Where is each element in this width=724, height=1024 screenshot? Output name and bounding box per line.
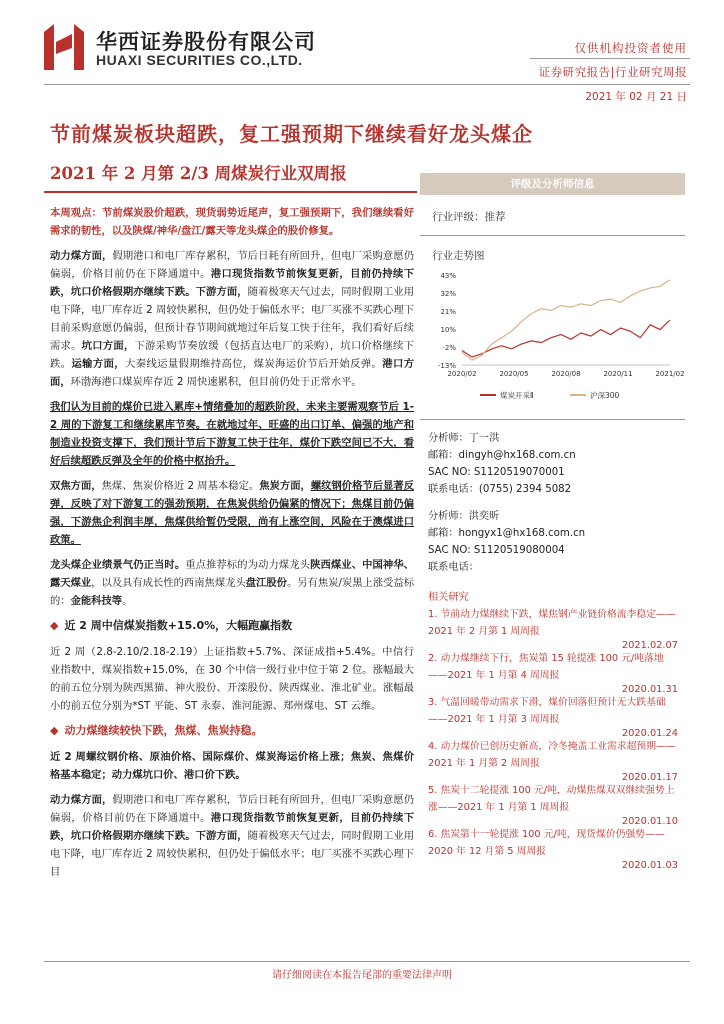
paragraph-outlook: 我们认为目前的煤价已进入累库+情绪叠加的超跌阶段，未来主要需观察节后 1-2 周的下游复工和继续累库节奏。在就地过年、旺盛的出口订单、偏强的地产和制造业投资支撑下，我们预计节后下游复工快于往年，煤价下跌空间已不大，看好后续超跌反弹及全年的价格中枢抬升。 bbox=[50, 401, 415, 467]
main-body bbox=[50, 204, 414, 888]
y-tick-label: 21% bbox=[440, 308, 456, 316]
related-research-list bbox=[428, 607, 678, 871]
company-name-en: HUAXI SECURITIES CO.,LTD. bbox=[96, 52, 303, 68]
section-heading-price: ◆ 动力煤继续较快下跌，焦煤、焦炭持稳。 bbox=[50, 724, 263, 737]
sidebar bbox=[420, 173, 685, 871]
report-date: 2021 年 02 月 21 日 bbox=[585, 91, 687, 103]
legend-label: 煤炭开采Ⅱ bbox=[500, 391, 534, 400]
y-tick-label: -13% bbox=[437, 362, 456, 370]
related-item-date: 2020.01.24 bbox=[621, 728, 678, 739]
footer-divider bbox=[44, 961, 690, 962]
report-subtitle: 2021 年 2 月第 2/3 周煤炭行业双周报 bbox=[50, 164, 347, 183]
x-tick-label: 2020/11 bbox=[603, 370, 633, 378]
related-item-date: 2020.01.03 bbox=[621, 860, 678, 871]
related-item[interactable]: 3. 气温回暖带动需求下滑，煤价回落但预计无大跌基础——2021 年 1 月第 3 周周报 bbox=[428, 697, 666, 725]
report-title: 节前煤炭板块超跌，复工强预期下继续看好龙头煤企 bbox=[50, 122, 533, 146]
related-item[interactable]: 2. 动力煤继续下行，焦炭第 15 轮提涨 100 元/吨落地——2021 年 1 月第 4 周周报 bbox=[428, 653, 664, 681]
subtitle-underline bbox=[44, 191, 417, 193]
divider bbox=[420, 419, 685, 420]
divider bbox=[420, 235, 685, 236]
related-item[interactable]: 1. 节前动力煤继续下跌，煤焦钢产业链价格流李稳定——2021 年 2 月第 1 周周报 bbox=[428, 609, 676, 637]
analyst-2: 分析师：洪奕昕 邮箱：hongyx1@hx168.com.cn SAC NO: S1120519080004 联系电话： bbox=[428, 511, 586, 573]
legal-notice: 请仔细阅读在本报告尾部的重要法律声明 bbox=[272, 970, 452, 981]
paragraph-coking: 双焦方面，焦煤、焦炭价格近 2 周基本稳定。焦炭方面，螺纹钢价格节后显著反弹，反映了对下游复工的强劲预期，在焦炭供给仍偏紧的情况下；焦煤目前仍偏强，下游焦企利润丰厚，焦煤供给暂仍受限，尚有上涨空间，风险在于澳煤进口政策。 bbox=[50, 480, 415, 546]
trend-title: 行业走势图 bbox=[432, 250, 485, 262]
related-research-title: 相关研究 bbox=[428, 592, 469, 603]
related-item[interactable]: 5. 焦炭十二轮提涨 100 元/吨，动煤焦煤双双继续强势上涨——2021 年 1 月第 1 周周报 bbox=[428, 785, 675, 813]
paragraph-price-summary: 近 2 周螺纹钢价格、原油价格、国际煤价、煤炭海运价格上涨；焦炭、焦煤价格基本稳定；动力煤坑口价、港口价下跌。 bbox=[50, 751, 414, 781]
y-tick-label: 10% bbox=[440, 326, 456, 334]
related-item-date: 2020.01.31 bbox=[621, 684, 678, 695]
paragraph-index: 近 2 周（2.8-2.10/2.18-2.19）上证指数+5.7%、深证成指+5.4%。中信行业指数中，煤炭指数+15.0%，在 30 个中信一级行业中位于第 2 位。涨幅最大的前五位分别为陕西黑猫、神火股份、开滦股份、陕西煤业、淮北矿业。涨幅最小的前五位分别为*ST 平能、ST 永泰、淮河能源、郑州煤电、ST 云维。 bbox=[50, 646, 414, 712]
x-tick-label: 2020/08 bbox=[551, 370, 581, 378]
x-tick-label: 2021/02 bbox=[655, 370, 685, 378]
audience-note: 仅供机构投资者使用 bbox=[574, 41, 687, 55]
header-divider-short bbox=[530, 58, 690, 59]
y-tick-label: 32% bbox=[440, 290, 456, 298]
related-item-date: 2021.02.07 bbox=[621, 640, 678, 651]
sidebar-header: 评级及分析师信息 bbox=[420, 173, 685, 195]
rating: 行业评级：推荐 bbox=[432, 211, 506, 223]
paragraph-viewpoint: 本周观点：节前煤炭股价超跌，现货弱势近尾声，复工强预期下，我们继续看好需求的韧性，以及陕煤/神华/盘江/露天等龙头煤企的股价修复。 bbox=[50, 207, 414, 237]
x-tick-label: 2020/05 bbox=[499, 370, 529, 378]
trend-chart bbox=[420, 265, 685, 415]
huaxi-logo bbox=[44, 24, 84, 70]
report-type: 证券研究报告|行业研究周报 bbox=[538, 65, 687, 79]
related-item[interactable]: 4. 动力煤价已创历史新高，冷冬掩盖工业需求超预期——2021 年 1 月第 2 周周报 bbox=[428, 741, 676, 769]
y-tick-label: 43% bbox=[440, 272, 456, 280]
paragraph-thermal-coal: 动力煤方面，假期港口和电厂库存累积，节后日耗有所回升，但电厂采购意愿仍偏弱，价格目前仍在下降通道中。港口现货指数节前恢复更新，目前仍持续下跌，坑口价格假期亦继续下跌。下游方面，随着极寒天气过去，同时假期工业用电下降，电厂库存近 2 周较快累积，但仍处于偏低水平；电厂买涨不买跌心理下目前采购意愿仍偏弱，但预计春节期间就地过年后复工快于往年，我们看好后续需求。坑口方面，下游采购节奏放缓（包括直达电厂的采购），坑口价格继续下跌。运输方面，大秦线运量假期维持高位，煤炭海运价节后开始反弹。港口方面，环渤海港口煤炭库存近 2 周快速累积，但目前仍处于正常水平。 bbox=[50, 250, 415, 388]
series-line bbox=[462, 320, 670, 357]
x-tick-label: 2020/02 bbox=[447, 370, 477, 378]
y-tick-label: -2% bbox=[442, 344, 456, 352]
paragraph-thermal-coal-2: 动力煤方面，假期港口和电厂库存累积，节后日耗有所回升，但电厂采购意愿仍偏弱，价格目前仍在下降通道中。港口现货指数节前恢复更新，目前仍持续下跌，坑口价格假期亦继续下跌。下游方面，随着极寒天气过去，同时假期工业用电下降，电厂库存近 2 周较快累积，但仍处于偏低水平；电厂买涨不买跌心理下目 bbox=[50, 794, 415, 878]
section-heading-index: ◆ 近 2 周中信煤炭指数+15.0%，大幅跑赢指数 bbox=[50, 619, 293, 632]
header-divider bbox=[44, 84, 690, 85]
paragraph-recommend: 龙头煤企业绩景气仍正当时。重点推荐标的为动力煤龙头陕西煤业、中国神华、露天煤业，以及具有成长性的西南焦煤龙头盘江股份。另有焦炭/炭黑上涨受益标的：金能科技等。 bbox=[50, 559, 415, 607]
related-item-date: 2020.01.17 bbox=[621, 772, 678, 783]
related-item[interactable]: 6. 焦炭第十一轮提涨 100 元/吨，现货煤价仍强势——2020 年 12 月第 5 周周报 bbox=[428, 829, 665, 857]
related-item-date: 2020.01.10 bbox=[621, 816, 678, 827]
company-name-cn: 华西证券股份有限公司 bbox=[96, 29, 316, 54]
legend-label: 沪深300 bbox=[590, 391, 620, 400]
analyst-1: 分析师：丁一洪 邮箱：dingyh@hx168.com.cn SAC NO: S1120519070001 联系电话：(0755) 2394 5082 bbox=[428, 433, 576, 495]
